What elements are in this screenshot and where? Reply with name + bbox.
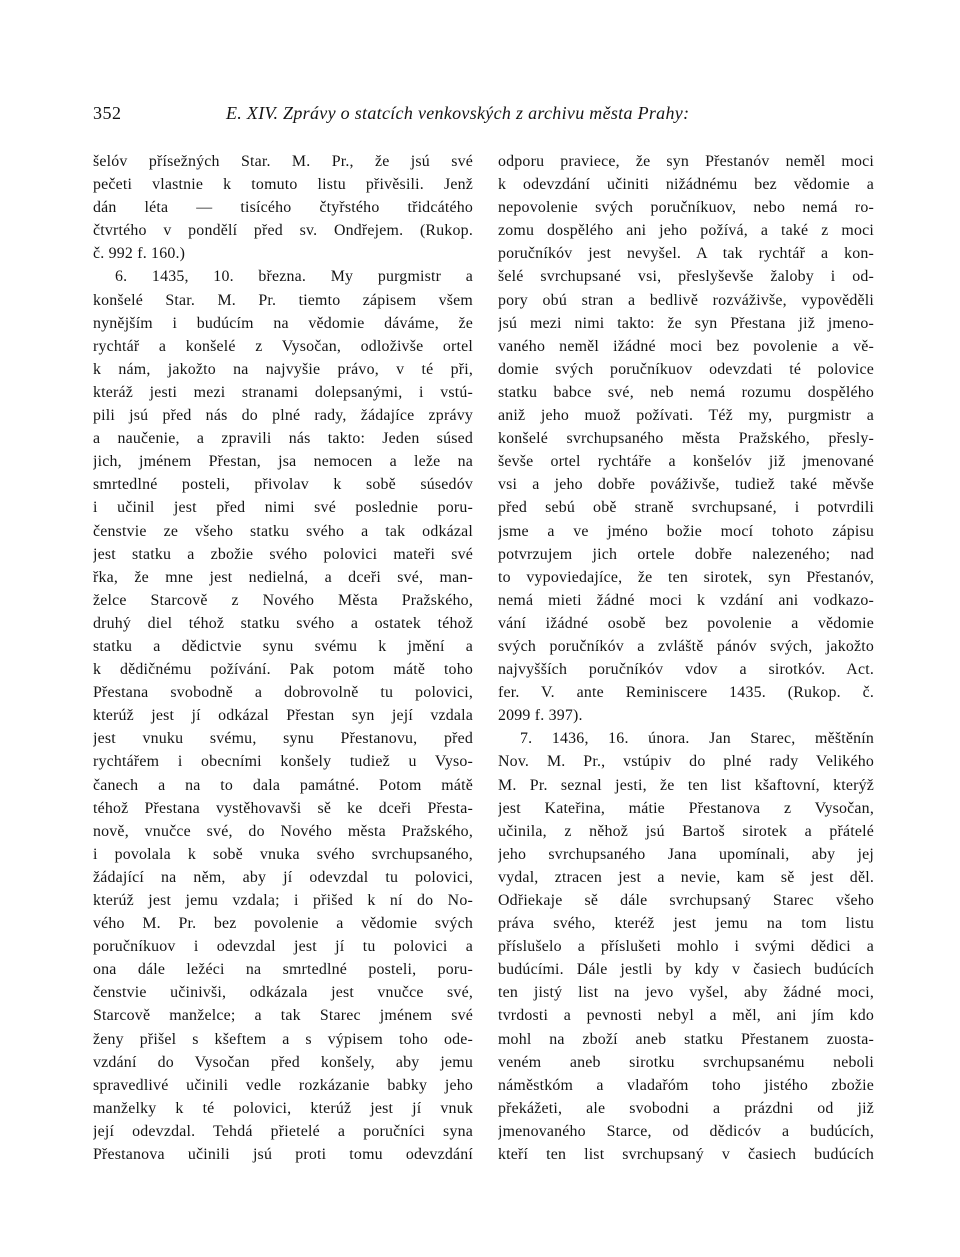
- text-line: potvrzujem jich ortele dobře nalezeného; nad: [498, 545, 874, 563]
- text-line: vzdání do Vysočan před konšely, aby jemu: [93, 1053, 473, 1071]
- text-line: poručníkuov i odevzdal jest jí tu polovici a: [93, 938, 473, 956]
- text-line: a naučenie, a zpravili nás takto: Jeden súsed: [93, 430, 473, 448]
- text-line: vého M. Pr. bez povolenie a vědomie svých: [93, 915, 473, 933]
- text-line: Odřiekaje sě dále svrchupsaný Starec všeho: [498, 892, 874, 909]
- text-line: zomu dospělého ani jeho požívá, a také z moci: [498, 222, 874, 240]
- right-text-column: [498, 150, 874, 1166]
- text-line: ševše ortel rychtáře a konšelóv již jmenované: [498, 453, 874, 471]
- text-line: jmenovaného Starce, od dědicóv a budúcích,: [498, 1122, 874, 1140]
- text-line: její odevzdal. Tehdá přietelé a poručníci syna: [93, 1122, 473, 1140]
- text-line: nově, vnučce své, do Nového města Pražského,: [93, 822, 473, 840]
- text-line: čenstvie ze všeho statku svého a tak odkázal: [93, 522, 473, 540]
- text-line: čenstvie učinivši, odkázala jest vnučce své,: [93, 984, 473, 1002]
- text-line: vsi a jeho dobře pováživše, tudiež také měvše: [498, 476, 874, 494]
- text-line: téhož Přestana vystěhovavši sě ke dceři Přesta-: [93, 799, 473, 817]
- text-line: pili jsú před nás do plné rady, žádajíce zprávy: [93, 407, 473, 425]
- text-line: budúcími. Dále jestli by kdy v časiech budúcích: [498, 961, 874, 979]
- text-line: jest Kateřina, mátie Přestanova z Vysočan,: [498, 799, 874, 817]
- text-line: najvyšších poručníkóv vdov a sirotkóv. Act.: [498, 661, 874, 679]
- text-line: Starcově manželce; a tak Starec jménem své: [93, 1007, 473, 1025]
- text-line: želce Starcově z Nového Města Pražského,: [93, 591, 473, 609]
- text-line: nemá mieti žádné moci k vzdání ani vodkazo-: [498, 591, 874, 609]
- text-line: náměstkóm a vladařóm toho jistého zbožie: [498, 1076, 874, 1094]
- text-line: jeho svrchupsaného Jana upomínali, aby jej: [498, 845, 874, 863]
- text-line: učinila, z něhož jsú Bartoš sirotek a přátelé: [498, 822, 874, 840]
- text-line: smrtedlné posteli, přivolav k sobě súsedóv: [93, 476, 473, 494]
- text-line: rychtář a konšelé z Vysočan, odloživše ortel: [93, 337, 473, 355]
- text-line: i učinil jest před nimi své poslednie poru-: [93, 499, 473, 517]
- text-line: M. Pr. seznal jesti, že ten list kšaftovní, kterýž: [498, 776, 874, 794]
- text-line: čtvrtého v pondělí před sv. Ondřejem. (Rukop.: [93, 222, 473, 240]
- text-line: jich, jménem Přestan, jsa nemocen a leže na: [93, 453, 473, 471]
- text-line: šelóv přísežných Star. M. Pr., že jsú své: [93, 153, 473, 170]
- text-line: dán léta — tisícého čtyřstého třidcátého: [93, 199, 473, 217]
- text-line: nynějším i budúcím na vědomie dáváme, že: [93, 314, 473, 332]
- text-line: před sebú obě straně svrchupsané, i potvrdili: [498, 499, 874, 517]
- text-line: čanech a na to dala památné. Potom mátě: [93, 776, 473, 794]
- text-line: kterúž jest jemu vzdala; i přišed k ní do No-: [93, 892, 473, 909]
- text-line: jsme a ve jméno božie mocí tohoto zápisu: [498, 522, 874, 540]
- text-line: ona dále ležéci na smrtedlné posteli, poru-: [93, 961, 473, 979]
- text-line: svých poručníkóv a zvláště pánóv svých, jakožto: [498, 637, 874, 655]
- text-line: ten jistý list na jevo vyšel, aby žádné moci,: [498, 984, 874, 1002]
- running-title: E. XIV. Zprávy o statcích venkovských z archivu města Prahy:: [226, 103, 690, 123]
- text-line: k dědičnému požívání. Pak potom mátě toho: [93, 661, 473, 679]
- text-line: kteří ten list svrchupsaný v časiech budúcích: [498, 1146, 874, 1164]
- text-line: příslušelo a příslušeti mohlo i svými dědici a: [498, 938, 874, 956]
- text-line: domie svých poručníkuov odevzdati té polovice: [498, 360, 874, 378]
- text-line: konšelé Star. M. Pr. tiemto zápisem všem: [93, 291, 473, 309]
- left-text-column: [93, 150, 473, 1166]
- text-line: fer. V. ante Reminiscere 1435. (Rukop. č.: [498, 684, 874, 702]
- text-line: práva svého, kteréž jest jemu na tom listu: [498, 915, 874, 933]
- page-header: [93, 103, 873, 129]
- text-line: jest statku a zbožie svého polovici mateři své: [93, 545, 473, 563]
- text-line: pečeti vlastnie k tomuto listu přivěsili. Jenž: [93, 176, 473, 194]
- text-line: pory obú stran a bedlivě rozváživše, vypověděli: [498, 291, 874, 309]
- text-line: nepovolenie svých poručníkuov, nebo nemá ro-: [498, 199, 874, 217]
- text-line: k nám, jakožto na najvyšie právo, v té při,: [93, 360, 473, 378]
- text-line: i povolala k sobě vnuka svého svrchupsaného,: [93, 845, 473, 863]
- text-line: jest vnuku svému, synu Přestanovu, před: [93, 730, 473, 748]
- text-line: manželky k té polovici, kterúž jest jí vnuk: [93, 1099, 473, 1117]
- text-line: č. 992 f. 160.): [93, 245, 186, 263]
- text-line: statku babce své, neb nemá rozumu dospělého: [498, 383, 874, 401]
- text-line: žádající na něm, aby jí odevzdal tu polovici,: [93, 868, 473, 886]
- text-line: k odevzdání učiniti nižádnému bez vědomie a: [498, 176, 874, 194]
- text-line: Přestanova učinili jsú proti tomu odevzdání: [93, 1146, 473, 1164]
- text-line: poručníkóv jest nevyšel. A tak rychtář a kon-: [498, 245, 874, 263]
- text-line: aniž jeho muož požívati. Též my, purgmistr a: [498, 407, 874, 425]
- text-line: tvrdosti a pevnosti nebyl a měl, ani jím kdo: [498, 1007, 874, 1025]
- text-line: statku a dědictvie synu svému k jmění a: [93, 637, 473, 655]
- text-line: šelé svrchupsané vsi, přeslyševše žaloby i od-: [498, 268, 874, 286]
- text-line: to vypoviedajíce, že ten sirotek, syn Přestanóv,: [498, 568, 874, 586]
- text-line: překážeti, ale svobodni a prázdni od již: [498, 1099, 874, 1117]
- text-line: kteráž jesti mezi stranami dolepsanými, i vstú-: [93, 383, 473, 401]
- text-line: spravedlivé učinili vedle rozkázanie babky jeho: [93, 1076, 473, 1094]
- text-line: Nov. M. Pr., vstúpiv do plné rady Velikého: [498, 753, 874, 771]
- text-line: odporu praviece, že syn Přestanóv neměl moci: [498, 153, 874, 170]
- text-line: vydal, ztracen jest a nevie, kam sě jest děl.: [498, 868, 874, 886]
- text-line: 7. 1436, 16. února. Jan Starec, měštěnín: [520, 730, 874, 748]
- text-line: druhý diel téhož statku svého a ostatek téhož: [93, 614, 473, 632]
- text-line: ženy přišel s kšeftem a s výpisem toho ode-: [93, 1030, 473, 1048]
- text-line: 6. 1435, 10. března. My purgmistr a: [115, 268, 473, 286]
- page-number: 352: [93, 103, 122, 123]
- text-line: mohl na zboží aneb statku Přestanem zuosta-: [498, 1030, 874, 1048]
- text-line: jsú mezi nimi takto: že syn Přestana již jmeno-: [498, 314, 874, 332]
- text-line: řka, že mne jest nedielná, a dceři své, man-: [93, 568, 473, 586]
- text-line: rychtářem i obecními konšely tudiež u Vyso-: [93, 753, 473, 771]
- text-line: kterúž jest jí odkázal Přestan syn její vzdala: [93, 707, 473, 725]
- text-line: Přestana svobodně a dobrovolně tu polovici,: [93, 684, 473, 702]
- text-line: veném aneb sirotku svrchupsanému neboli: [498, 1053, 874, 1071]
- text-line: konšelé svrchupsaného města Pražského, přesly-: [498, 430, 874, 448]
- text-line: 2099 f. 397).: [498, 707, 583, 725]
- text-line: vaného neměl ižádné moci bez povolenie a vě-: [498, 337, 874, 355]
- text-line: vání ižádné osobě bez povolenie a vědomie: [498, 614, 874, 632]
